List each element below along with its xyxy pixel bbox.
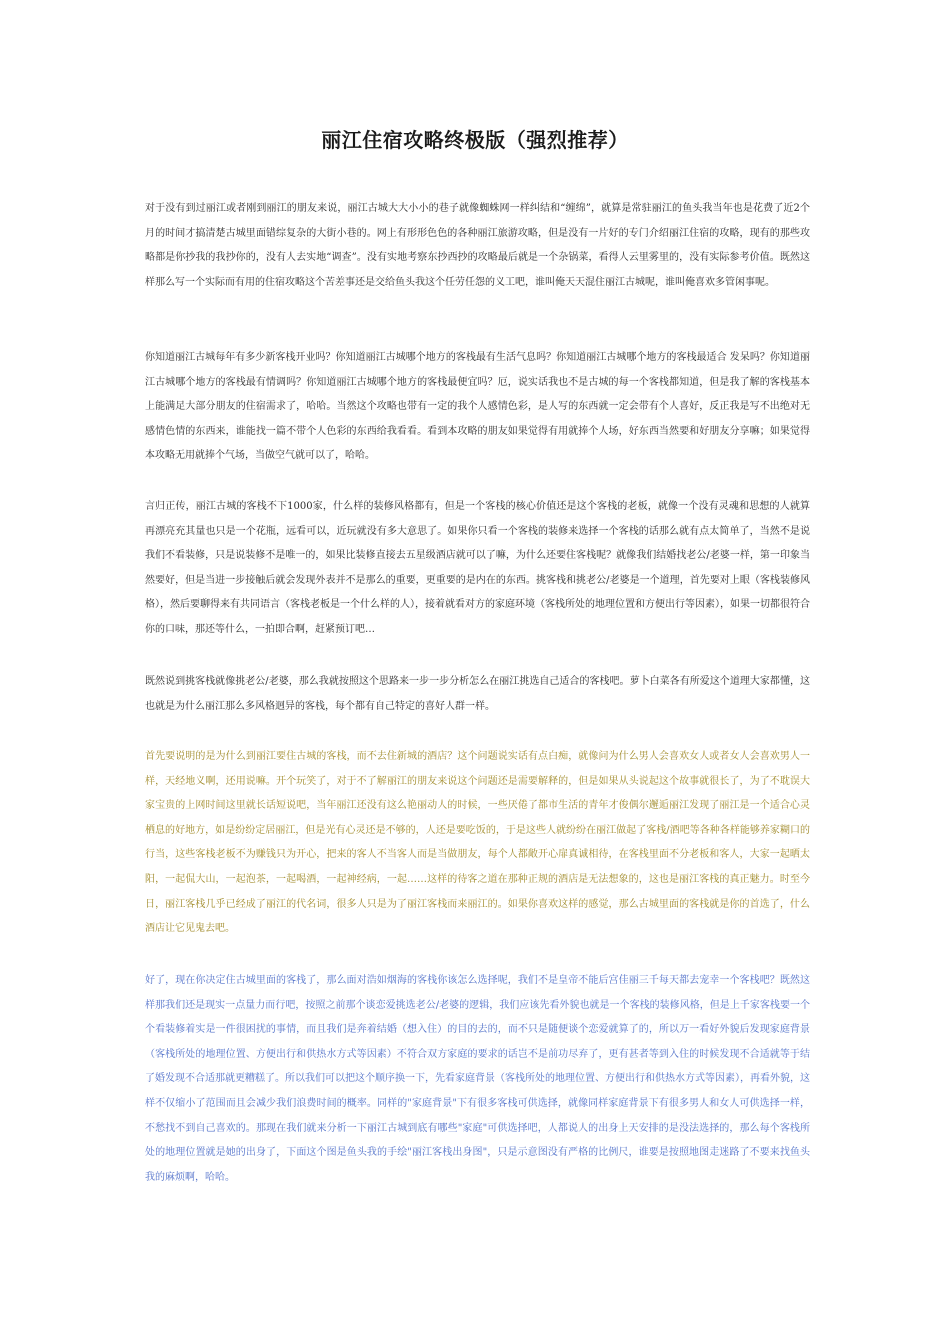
paragraph-why-old-town: 首先要说明的是为什么到丽江要住古城的客栈，而不去住新城的酒店？这个问题说实话有点白痴，就像问为什么男人会喜欢女人或者女人会喜欢男人一样，天经地义啊，还用说嘛。开个玩笑了，对于不了解丽江的朋友来说这个问题还是需要解释的，但是如果从头说起这个故事就很长了，为了不耽误大家宝贵的上网时间这里就长话短说吧，当年丽江还没有这么艳丽动人的时候，一些厌倦了都市生活的青年才俊偶尔邂逅丽江发现了丽江是一个适合心灵栖息的好地方，如是纷纷定居丽江，但是光有心灵还是不够的，人还是要吃饭的，于是这些人就纷纷在丽江做起了客栈/酒吧等各种各样能够养家糊口的行当，这些客栈老板不为赚钱只为开心，把来的客人不当客人而是当做朋友，每个人都敞开心扉真诚相待，在客栈里面不分老板和客人，大家一起晒太阳，一起侃大山，一起泡茶，一起喝酒，一起神经病，一起……这样的待客之道在那种正规的酒店是无法想象的，这也是丽江客栈的真正魅力。时至今日，丽江客栈几乎已经成了丽江的代名词，很多人只是为了丽江客栈而来丽江的。如果你喜欢这样的感觉，那么古城里面的客栈就是你的首选了，什么酒店让它见鬼去吧。 [145,751,810,935]
paragraph-analysis-approach: 既然说到挑客栈就像挑老公/老婆，那么我就按照这个思路来一步一步分析怎么在丽江挑选自己适合的客栈吧。萝卜白菜各有所爱这个道理大家都懂，这也就是为什么丽江那么多风格迥异的客栈，每个都有自己特定的喜好人群一样。 [145,676,810,712]
paragraph-questions: 你知道丽江古城每年有多少新客栈开业吗？你知道丽江古城哪个地方的客栈最有生活气息吗？你知道丽江古城哪个地方的客栈最适合 发呆吗？你知道丽江古城哪个地方的客栈最有情调吗？你知道丽江古城哪个地方的客栈最便宜吗？厄，说实话我也不是古城的每一个客栈都知道，但是我了解的客栈基本上能满足大部分朋友的住宿需求了，哈哈。当然这个攻略也带有一定的我个人感情色彩，是人写的东西就一定会带有个人喜好，反正我是写不出绝对无感情色情的东西来，谁能找一篇不带个人色彩的东西给我看看。看到本攻略的朋友如果觉得有用就捧个人场，好东西当然要和好朋友分享嘛；如果觉得本攻略无用就捧个气场，当做空气就可以了，哈哈。 [145,352,810,462]
document-title: 丽江住宿攻略终极版（强烈推荐） [321,128,629,152]
paragraph-intro: 对于没有到过丽江或者刚到丽江的朋友来说，丽江古城大大小小的巷子就像蜘蛛网一样纠结和“缠绵”，就算是常驻丽江的鱼头我当年也是花费了近2个月的时间才搞清楚古城里面错综复杂的大街小巷的。网上有形形色色的各种丽江旅游攻略，但是没有一片好的专门介绍丽江住宿的攻略，现有的那些攻略都是你抄我的我抄你的，没有人去实地“调查”。没有实地考察东抄西抄的攻略最后就是一个杂锅菜，看得人云里雾里的，没有实际参考价值。既然这样那么写一个实际而有用的住宿攻略这个苦差事还是交给鱼头我这个任劳任怨的义工吧，谁叫俺天天混住丽江古城呢，谁叫俺喜欢多管闲事呢。 [145,203,810,288]
paragraph-how-to-choose: 好了，现在你决定住古城里面的客栈了，那么面对浩如烟海的客栈你该怎么选择呢，我们不是皇帝不能后宫佳丽三千每天都去宠幸一个客栈吧？既然这样那我们还是现实一点量力而行吧，按照之前那个谈恋爱挑选老公/老婆的逻辑，我们应该先看外貌也就是一个客栈的装修风格，但是上千家客栈要一个个看装修着实是一件很困扰的事情，而且我们是奔着结婚（想入住）的目的去的，而不只是随便谈个恋爱就算了的，所以万一看好外貌后发现家庭背景（客栈所处的地理位置、方便出行和供热水方式等因素）不符合双方家庭的要求的话岂不是前功尽弃了，更有甚者等到入住的时候发现不合适就等于结了婚发现不合适那就更糟糕了。所以我们可以把这个顺序换一下，先看家庭背景（客栈所处的地理位置、方便出行和供热水方式等因素），再看外貌，这样不仅缩小了范围而且会减少我们浪费时间的概率。同样的"家庭背景"下有很多客栈可供选择，就像同样家庭背景下有很多男人和女人可供选择一样，不愁找不到自己喜欢的。那现在我们就来分析一下丽江古城到底有哪些"家庭"可供选择吧，人都说人的出身上天安排的是没法选择的，那么每个客栈所处的地理位置就是她的出身了，下面这个图是鱼头我的手绘"丽江客栈出身图"，只是示意图没有严格的比例尺，谁要是按照地图走迷路了不要来找鱼头我的麻烦啊，哈哈。 [145,975,810,1183]
paragraph-selection-criteria: 言归正传，丽江古城的客栈不下1000家，什么样的装修风格都有，但是一个客栈的核心价值还是这个客栈的老板，就像一个没有灵魂和思想的人就算再漂亮充其量也只是一个花瓶，远看可以，近玩就没有多大意思了。如果你只看一个客栈的装修来选择一个客栈的话那么就有点太简单了，当然不是说我们不看装修，只是说装修不是唯一的，如果比装修直接去五星级酒店就可以了嘛，为什么还要住客栈呢？就像我们结婚找老公/老婆一样，第一印象当然要好，但是当进一步接触后就会发现外表并不是那么的重要，更重要的是内在的东西。挑客栈和挑老公/老婆是一个道理，首先要对上眼（客栈装修风格），然后要聊得来有共同语言（客栈老板是一个什么样的人），接着就看对方的家庭环境（客栈所处的地理位置和方便出行等因素），如果一切都很符合你的口味，那还等什么，一拍即合啊，赶紧预订吧… [145,501,810,635]
